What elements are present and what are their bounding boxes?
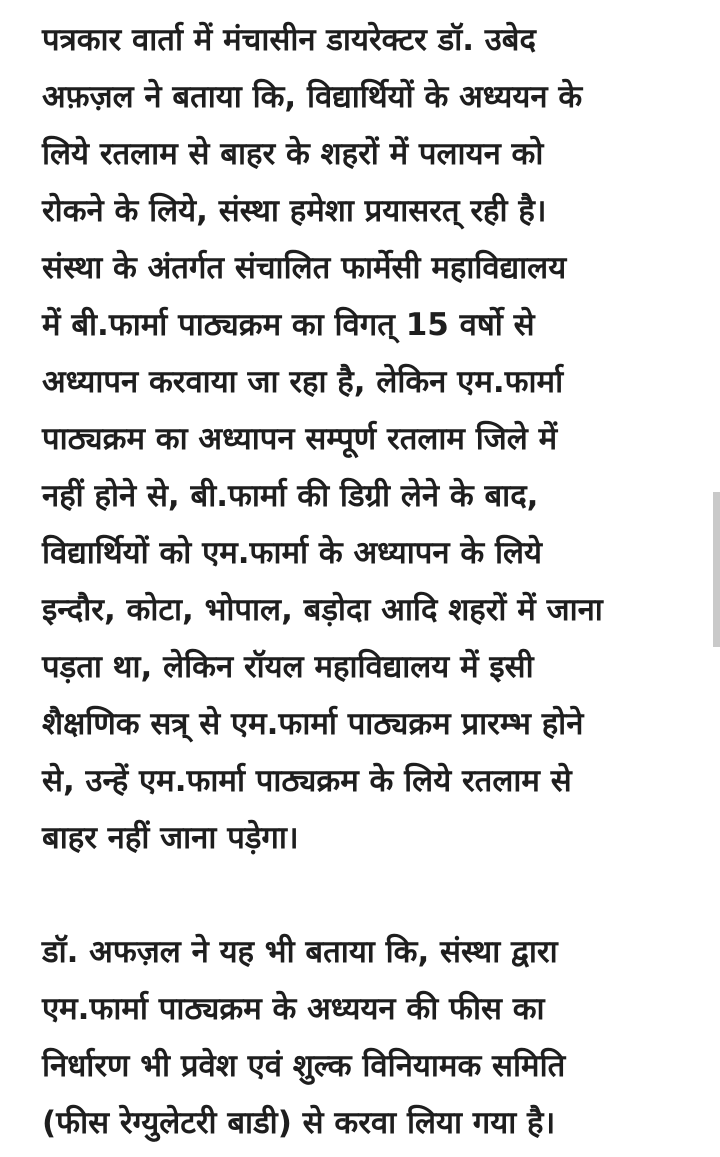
text-line: से, उन्हें एम.फार्मा पाठ्यक्रम के लिये रतलाम से bbox=[42, 763, 572, 799]
article-body bbox=[42, 12, 692, 1152]
text-line: एम.फार्मा पाठ्यक्रम के अध्ययन की फीस का bbox=[42, 991, 545, 1027]
text-line: डॉ. अफज़ल ने यह भी बताया कि, संस्था द्वारा bbox=[42, 934, 558, 970]
text-line: अध्यापन करवाया जा रहा है, लेकिन एम.फार्मा bbox=[42, 364, 564, 400]
text-line: (फीस रेग्युलेटरी बाडी) से करवा लिया गया है। bbox=[42, 1105, 556, 1141]
text-line: पड़ता था, लेकिन रॉयल महाविद्यालय में इसी bbox=[42, 649, 534, 685]
text-line: अफ़ज़ल ने बताया कि, विद्यार्थियों के अध्ययन के bbox=[42, 79, 583, 115]
text-line: शैक्षणिक सत्र् से एम.फार्मा पाठ्यक्रम प्रारम्भ होने bbox=[42, 706, 584, 742]
text-line: इन्दौर, कोटा, भोपाल, बड़ोदा आदि शहरों में जाना bbox=[42, 592, 603, 628]
text-line: पाठ्यक्रम का अध्यापन सम्पूर्ण रतलाम जिले में bbox=[42, 421, 558, 457]
text-line: बाहर नहीं जाना पड़ेगा। bbox=[42, 820, 299, 856]
text-line: निर्धारण भी प्रवेश एवं शुल्क विनियामक समिति bbox=[42, 1048, 566, 1084]
paragraph-2 bbox=[42, 924, 692, 1152]
scrollbar-thumb[interactable] bbox=[713, 492, 720, 647]
text-line: में बी.फार्मा पाठ्यक्रम का विगत् 15 वर्षो से bbox=[42, 307, 535, 343]
text-line: रोकने के लिये, संस्था हमेशा प्रयासरत् रही है। bbox=[42, 193, 547, 229]
paragraph-spacer bbox=[42, 867, 692, 924]
text-line: पत्रकार वार्ता में मंचासीन डायरेक्टर डॉ. उबेद bbox=[42, 22, 536, 58]
text-line: संस्था के अंतर्गत संचालित फार्मेसी महाविद्यालय bbox=[42, 250, 567, 286]
text-line: लिये रतलाम से बाहर के शहरों में पलायन को bbox=[42, 136, 544, 172]
text-line: नहीं होने से, बी.फार्मा की डिग्री लेने के बाद, bbox=[42, 478, 539, 514]
paragraph-1 bbox=[42, 12, 692, 867]
text-line: विद्यार्थियों को एम.फार्मा के अध्यापन के लिये bbox=[42, 535, 543, 571]
